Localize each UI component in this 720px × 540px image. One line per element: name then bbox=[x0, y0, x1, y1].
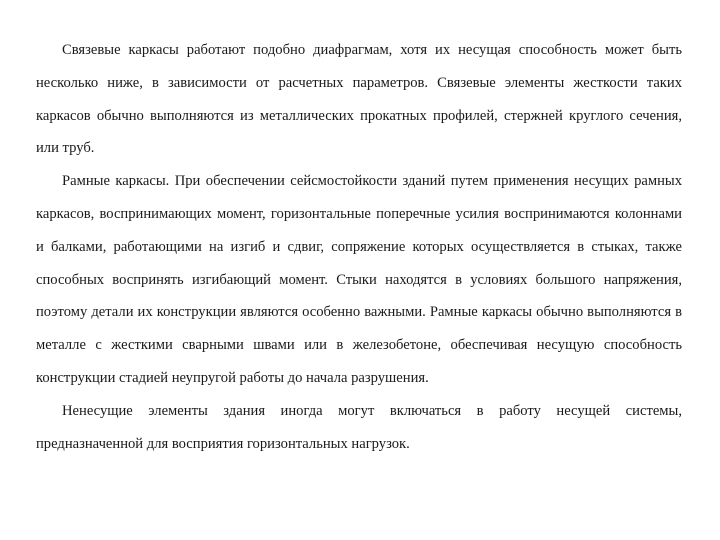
paragraph-braced-frames: Связевые каркасы работают подобно диафрагмам, хотя их несущая способность может быть несколько ниже, в зависимости от расчетных параметров. Связевые элементы жесткости таких каркасов обычно выполняются из металлических прокатных профилей, стержней круглого сечения, или труб. bbox=[36, 42, 682, 157]
body-text bbox=[36, 34, 682, 460]
paragraph-rigid-frames: Рамные каркасы. При обеспечении сейсмостойкости зданий путем применения несущих рамных каркасов, воспринимающих момент, горизонтальные поперечные усилия воспринимаются колоннами и балками, работающими на изгиб и сдвиг, сопряжение которых осуществляется в стыках, также способных воспринять изгибающий момент. Стыки находятся в условиях большого напряжения, поэтому детали их конструкции являются особенно важными. Рамные каркасы обычно выполняются в металле с жесткими сварными швами или в железобетоне, обеспечивая несущую способность конструкции стадией неупругой работы до начала разрушения. bbox=[36, 173, 682, 386]
paragraph-non-bearing-elements: Ненесущие элементы здания иногда могут включаться в работу несущей системы, предназначенной для восприятия горизонтальных нагрузок. bbox=[36, 402, 682, 452]
